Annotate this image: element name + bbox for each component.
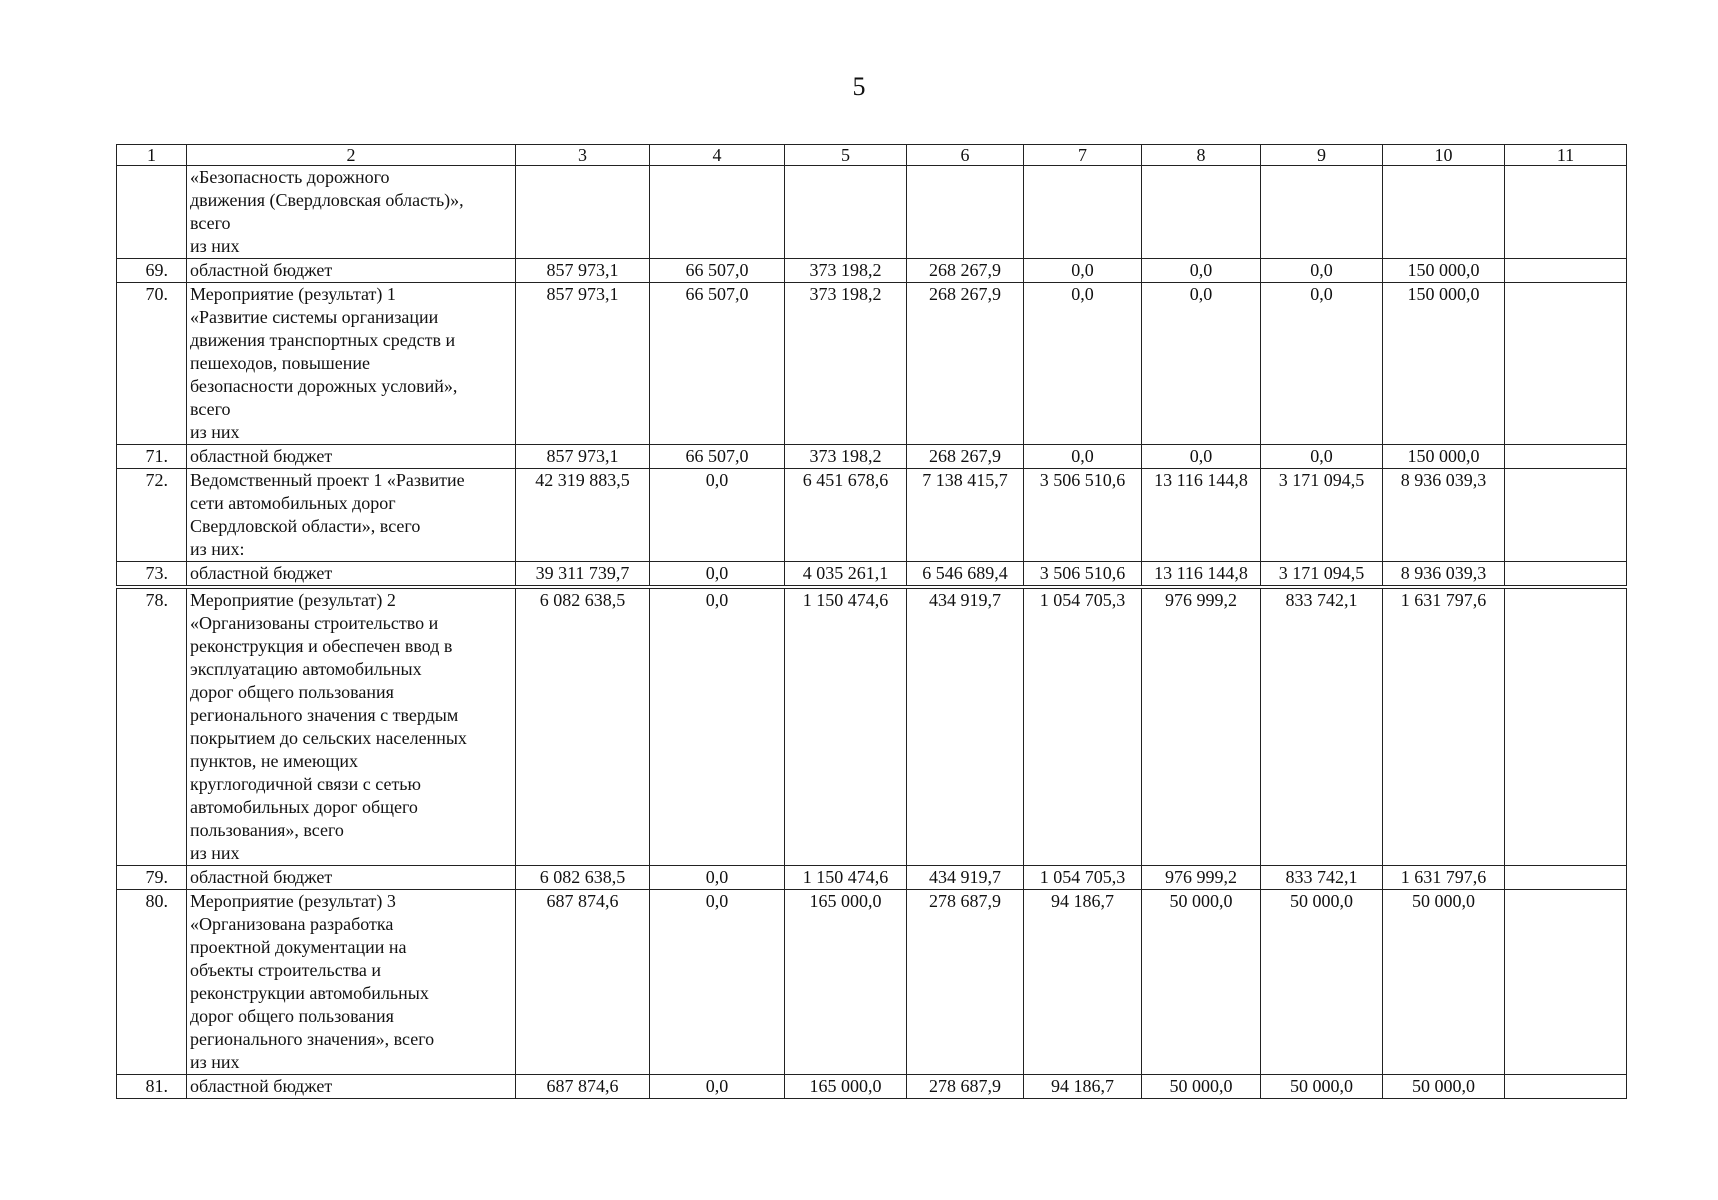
value-cell: 165 000,0 <box>785 890 907 1075</box>
row-name <box>187 866 516 890</box>
table-row <box>117 283 1627 445</box>
col11-cell <box>1505 890 1627 1075</box>
row-name-line: областной бюджет <box>190 446 333 466</box>
value-cell: 0,0 <box>1261 445 1383 469</box>
row-number <box>117 166 187 259</box>
table-row <box>117 562 1627 588</box>
value-cell: 1 631 797,6 <box>1383 866 1505 890</box>
row-name-line: областной бюджет <box>190 260 333 280</box>
value-cell: 13 116 144,8 <box>1142 562 1261 588</box>
row-name <box>187 259 516 283</box>
table-row <box>117 259 1627 283</box>
value-cell: 857 973,1 <box>516 445 650 469</box>
row-number: 72. <box>117 469 187 562</box>
row-name-line: эксплуатацию автомобильных <box>190 659 422 679</box>
col11-cell <box>1505 445 1627 469</box>
col11-cell <box>1505 1075 1627 1099</box>
value-cell <box>785 166 907 259</box>
row-name-line: «Организована разработка <box>190 914 394 934</box>
row-name-line: дорог общего пользования <box>190 1006 394 1026</box>
row-name-line: областной бюджет <box>190 867 333 887</box>
row-name-line: всего <box>190 213 231 233</box>
header-cell: 1 <box>117 145 187 166</box>
value-cell: 150 000,0 <box>1383 445 1505 469</box>
value-cell: 1 150 474,6 <box>785 866 907 890</box>
value-cell <box>1142 166 1261 259</box>
row-name-line: движения (Свердловская область)», <box>190 190 464 210</box>
value-cell <box>516 166 650 259</box>
table-row <box>117 1075 1627 1099</box>
row-number: 78. <box>117 587 187 866</box>
value-cell: 0,0 <box>650 562 785 588</box>
value-cell: 687 874,6 <box>516 1075 650 1099</box>
row-number: 81. <box>117 1075 187 1099</box>
value-cell: 6 546 689,4 <box>907 562 1024 588</box>
row-name-line: автомобильных дорог общего <box>190 797 418 817</box>
value-cell: 50 000,0 <box>1383 1075 1505 1099</box>
value-cell: 1 150 474,6 <box>785 587 907 866</box>
value-cell: 434 919,7 <box>907 587 1024 866</box>
row-number: 79. <box>117 866 187 890</box>
row-name <box>187 890 516 1075</box>
row-name-line: движения транспортных средств и <box>190 330 456 350</box>
value-cell: 6 082 638,5 <box>516 587 650 866</box>
value-cell <box>1261 166 1383 259</box>
row-name-line: из них: <box>190 539 245 559</box>
value-cell: 687 874,6 <box>516 890 650 1075</box>
table-row <box>117 866 1627 890</box>
value-cell: 268 267,9 <box>907 259 1024 283</box>
value-cell: 50 000,0 <box>1383 890 1505 1075</box>
value-cell: 150 000,0 <box>1383 283 1505 445</box>
value-cell: 3 171 094,5 <box>1261 562 1383 588</box>
value-cell: 8 936 039,3 <box>1383 562 1505 588</box>
value-cell: 0,0 <box>1142 283 1261 445</box>
row-number: 80. <box>117 890 187 1075</box>
row-name-line: из них <box>190 422 240 442</box>
row-name-line: круглогодичной связи с сетью <box>190 774 421 794</box>
value-cell: 3 171 094,5 <box>1261 469 1383 562</box>
header-cell: 6 <box>907 145 1024 166</box>
value-cell: 857 973,1 <box>516 259 650 283</box>
value-cell <box>1024 166 1142 259</box>
row-name-line: сети автомобильных дорог <box>190 493 396 513</box>
value-cell: 0,0 <box>650 866 785 890</box>
col11-cell <box>1505 283 1627 445</box>
value-cell: 0,0 <box>1142 259 1261 283</box>
table-row <box>117 469 1627 562</box>
value-cell: 278 687,9 <box>907 1075 1024 1099</box>
header-row <box>117 145 1627 166</box>
value-cell: 833 742,1 <box>1261 866 1383 890</box>
row-name-line: покрытием до сельских населенных <box>190 728 467 748</box>
row-name-line: всего <box>190 399 231 419</box>
value-cell: 373 198,2 <box>785 259 907 283</box>
header-cell: 5 <box>785 145 907 166</box>
value-cell <box>650 166 785 259</box>
row-name-line: Мероприятие (результат) 1 <box>190 284 396 304</box>
value-cell: 66 507,0 <box>650 259 785 283</box>
value-cell: 0,0 <box>1261 283 1383 445</box>
value-cell: 94 186,7 <box>1024 890 1142 1075</box>
value-cell: 50 000,0 <box>1261 890 1383 1075</box>
col11-cell <box>1505 866 1627 890</box>
value-cell: 0,0 <box>650 469 785 562</box>
page-number: 5 <box>852 72 866 101</box>
row-name-line: пользования», всего <box>190 820 344 840</box>
value-cell: 165 000,0 <box>785 1075 907 1099</box>
value-cell: 50 000,0 <box>1261 1075 1383 1099</box>
value-cell: 13 116 144,8 <box>1142 469 1261 562</box>
value-cell: 4 035 261,1 <box>785 562 907 588</box>
value-cell: 8 936 039,3 <box>1383 469 1505 562</box>
value-cell: 434 919,7 <box>907 866 1024 890</box>
row-name <box>187 283 516 445</box>
value-cell: 268 267,9 <box>907 283 1024 445</box>
value-cell: 0,0 <box>1142 445 1261 469</box>
value-cell <box>1383 166 1505 259</box>
value-cell: 3 506 510,6 <box>1024 469 1142 562</box>
table-row <box>117 445 1627 469</box>
row-name <box>187 587 516 866</box>
value-cell: 66 507,0 <box>650 445 785 469</box>
value-cell: 1 631 797,6 <box>1383 587 1505 866</box>
value-cell: 3 506 510,6 <box>1024 562 1142 588</box>
value-cell: 373 198,2 <box>785 283 907 445</box>
value-cell: 976 999,2 <box>1142 587 1261 866</box>
col11-cell <box>1505 166 1627 259</box>
row-name-line: регионального значения», всего <box>190 1029 435 1049</box>
value-cell: 50 000,0 <box>1142 890 1261 1075</box>
row-name-line: дорог общего пользования <box>190 682 394 702</box>
row-name-line: «Организованы строительство и <box>190 613 439 633</box>
value-cell <box>907 166 1024 259</box>
row-name-line: из них <box>190 236 240 256</box>
value-cell: 7 138 415,7 <box>907 469 1024 562</box>
value-cell: 976 999,2 <box>1142 866 1261 890</box>
header-cell: 10 <box>1383 145 1505 166</box>
header-cell: 7 <box>1024 145 1142 166</box>
table-row <box>117 587 1627 866</box>
row-name-line: Мероприятие (результат) 2 <box>190 590 396 610</box>
value-cell: 94 186,7 <box>1024 1075 1142 1099</box>
row-name-line: «Развитие системы организации <box>190 307 439 327</box>
header-cell: 8 <box>1142 145 1261 166</box>
value-cell: 50 000,0 <box>1142 1075 1261 1099</box>
value-cell: 0,0 <box>1024 445 1142 469</box>
value-cell: 0,0 <box>650 1075 785 1099</box>
row-name-line: объекты строительства и <box>190 960 381 980</box>
value-cell: 66 507,0 <box>650 283 785 445</box>
row-name-line: пунктов, не имеющих <box>190 751 358 771</box>
row-number: 73. <box>117 562 187 588</box>
value-cell: 1 054 705,3 <box>1024 587 1142 866</box>
value-cell: 1 054 705,3 <box>1024 866 1142 890</box>
value-cell: 6 451 678,6 <box>785 469 907 562</box>
value-cell: 0,0 <box>1024 283 1142 445</box>
value-cell: 39 311 739,7 <box>516 562 650 588</box>
row-name-line: «Безопасность дорожного <box>190 167 390 187</box>
value-cell: 0,0 <box>650 890 785 1075</box>
row-name <box>187 445 516 469</box>
row-number: 70. <box>117 283 187 445</box>
value-cell: 0,0 <box>1261 259 1383 283</box>
row-name <box>187 166 516 259</box>
value-cell: 857 973,1 <box>516 283 650 445</box>
row-name-line: регионального значения с твердым <box>190 705 459 725</box>
row-name-line: областной бюджет <box>190 563 333 583</box>
row-name <box>187 1075 516 1099</box>
header-cell: 4 <box>650 145 785 166</box>
row-name <box>187 469 516 562</box>
row-name-line: Мероприятие (результат) 3 <box>190 891 396 911</box>
header-cell: 2 <box>187 145 516 166</box>
row-name-line: проектной документации на <box>190 937 407 957</box>
row-name-line: безопасности дорожных условий», <box>190 376 458 396</box>
value-cell: 268 267,9 <box>907 445 1024 469</box>
row-name-line: из них <box>190 843 240 863</box>
row-name-line: из них <box>190 1052 240 1072</box>
col11-cell <box>1505 469 1627 562</box>
value-cell: 0,0 <box>1024 259 1142 283</box>
row-number: 71. <box>117 445 187 469</box>
row-name-line: областной бюджет <box>190 1076 333 1096</box>
table-row <box>117 166 1627 259</box>
value-cell: 6 082 638,5 <box>516 866 650 890</box>
header-cell: 11 <box>1505 145 1627 166</box>
table-row <box>117 890 1627 1075</box>
value-cell: 373 198,2 <box>785 445 907 469</box>
value-cell: 833 742,1 <box>1261 587 1383 866</box>
row-name-line: Свердловской области», всего <box>190 516 421 536</box>
row-name-line: Ведомственный проект 1 «Развитие <box>190 470 465 490</box>
col11-cell <box>1505 259 1627 283</box>
budget-table <box>116 144 1627 1099</box>
header-cell: 3 <box>516 145 650 166</box>
row-name-line: реконструкции автомобильных <box>190 983 429 1003</box>
col11-cell <box>1505 562 1627 588</box>
value-cell: 150 000,0 <box>1383 259 1505 283</box>
value-cell: 42 319 883,5 <box>516 469 650 562</box>
value-cell: 278 687,9 <box>907 890 1024 1075</box>
row-name-line: реконструкция и обеспечен ввод в <box>190 636 453 656</box>
row-name-line: пешеходов, повышение <box>190 353 371 373</box>
col11-cell <box>1505 587 1627 866</box>
value-cell: 0,0 <box>650 587 785 866</box>
header-cell: 9 <box>1261 145 1383 166</box>
row-number: 69. <box>117 259 187 283</box>
row-name <box>187 562 516 588</box>
